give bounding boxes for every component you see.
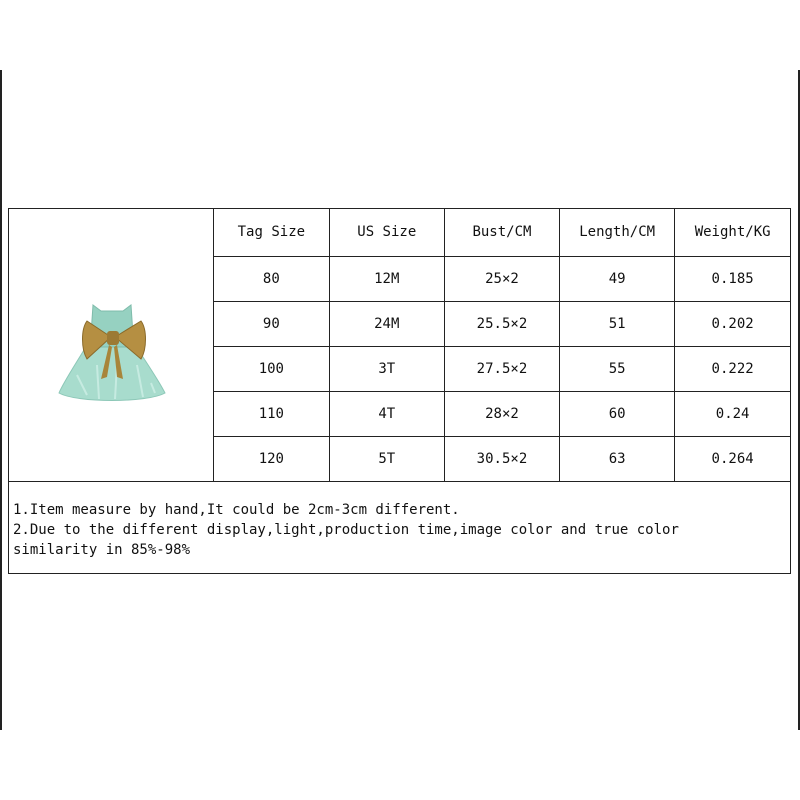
us-size-cell: 24M [329, 301, 444, 346]
table-row [214, 346, 790, 391]
tag-size-cell: 90 [214, 301, 329, 346]
tag-size-cell: 80 [214, 256, 329, 301]
bust-cell: 30.5×2 [444, 436, 559, 481]
bust-cell: 28×2 [444, 391, 559, 436]
length-cell: 55 [560, 346, 675, 391]
header-weight: Weight/KG [675, 209, 790, 256]
length-cell: 51 [560, 301, 675, 346]
us-size-cell: 4T [329, 391, 444, 436]
header-bust: Bust/CM [444, 209, 559, 256]
bust-cell: 25×2 [444, 256, 559, 301]
weight-cell: 0.202 [675, 301, 790, 346]
table-row [214, 391, 790, 436]
table-row [214, 256, 790, 301]
us-size-cell: 12M [329, 256, 444, 301]
size-chart [8, 208, 791, 482]
bust-cell: 27.5×2 [444, 346, 559, 391]
tag-size-cell: 110 [214, 391, 329, 436]
bust-cell: 25.5×2 [444, 301, 559, 346]
header-length: Length/CM [560, 209, 675, 256]
note-line-3: similarity in 85%-98% [13, 542, 191, 558]
weight-cell: 0.264 [675, 436, 790, 481]
header-tag-size: Tag Size [214, 209, 329, 256]
length-cell: 60 [560, 391, 675, 436]
weight-cell: 0.222 [675, 346, 790, 391]
weight-cell: 0.24 [675, 391, 790, 436]
note-line-1: 1.Item measure by hand,It could be 2cm-3cm different. [13, 502, 460, 518]
us-size-cell: 5T [329, 436, 444, 481]
left-border-line [0, 70, 2, 730]
table-row [214, 436, 790, 481]
tag-size-cell: 120 [258, 450, 284, 467]
table-row [214, 301, 790, 346]
product-image-cell [9, 209, 214, 481]
us-size-cell: 3T [329, 346, 444, 391]
size-table [214, 209, 790, 481]
tag-size-cell: 100 [214, 346, 329, 391]
note-line-2: 2.Due to the different display,light,production time,image color and true color [13, 522, 679, 538]
dress-icon [57, 295, 167, 405]
length-cell: 63 [560, 436, 675, 481]
header-us-size: US Size [329, 209, 444, 256]
weight-cell: 0.185 [675, 256, 790, 301]
table-header-row [214, 209, 790, 256]
length-cell: 49 [560, 256, 675, 301]
notes-box [8, 481, 791, 574]
